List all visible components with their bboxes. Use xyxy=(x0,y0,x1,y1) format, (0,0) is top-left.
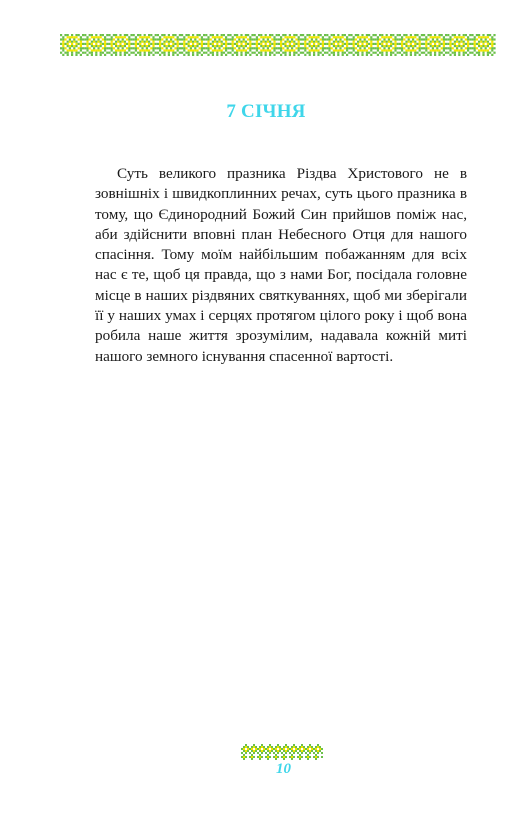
page-number: 10 xyxy=(276,761,291,777)
body-paragraph: Суть великого празника Різдва Христового не в зовнішніх і швидкоплинних речах, суть цього празника в тому, що Єдинородний Божий Син прийшов поміж нас, аби здійснити вповні план Небесного Отця для нашого спасіння. Тому моїм найбільшим побажанням для всіх нас є те, щоб ця правда, що з нами Бог, посідала головне місце в наших різдвяних святкуваннях, щоб ми зберігали її у наших умах і серцях протягом цілого року і щоб вона робила наше життя зрозумілим, надавала кожній миті нашого земного існування спасенної вартості. xyxy=(95,165,467,365)
embroidery-ornament-icon xyxy=(240,741,327,763)
date-heading: 7 СІЧНЯ xyxy=(226,101,306,122)
embroidery-border-pattern-icon xyxy=(60,33,503,57)
